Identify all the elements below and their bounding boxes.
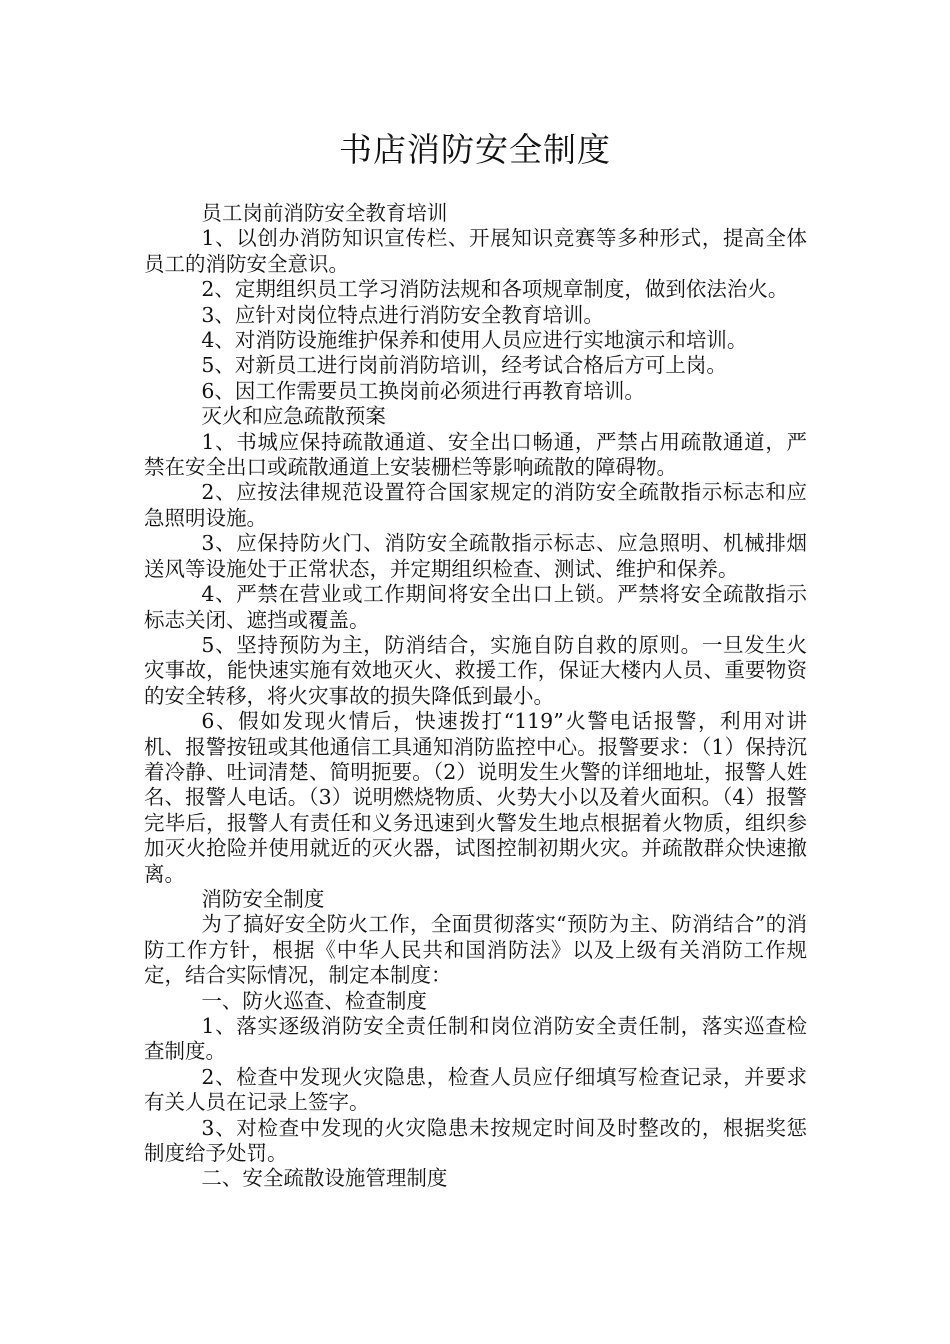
subsection-heading-inspection: 一、防火巡查、检查制度 bbox=[201, 988, 427, 1013]
paragraph: 6、因工作需要员工换岗前必须进行再教育培训。 bbox=[201, 378, 645, 403]
paragraph: 2、应按法律规范设置符合国家规定的消防安全疏散指示标志和应急照明设施。 bbox=[144, 480, 807, 530]
paragraph: 1、书城应保持疏散通道、安全出口畅通，严禁占用疏散通道，严禁在安全出口或疏散通道上安装栅栏等影响疏散的障碍物。 bbox=[144, 429, 807, 480]
paragraph: 5、坚持预防为主，防消结合，实施自防自救的原则。一旦发生火灾事故，能快速实施有效地灭火、救援工作，保证大楼内人员、重要物资的安全转移，将火灾事故的损失降低到最小。 bbox=[144, 632, 807, 708]
section-heading-staff-training: 员工岗前消防安全教育培训 bbox=[201, 201, 448, 225]
section-heading-evacuation-plan: 灭火和应急疏散预案 bbox=[201, 404, 386, 429]
paragraph: 4、对消防设施维护保养和使用人员应进行实地演示和培训。 bbox=[201, 328, 748, 353]
paragraph: 为了搞好安全防火工作，全面贯彻落实“预防为主、防消结合”的消防工作方针，根据《中华人民共和国消防法》以及上级有关消防工作规定，结合实际情况，制定本制度： bbox=[144, 912, 807, 988]
paragraph: 2、检查中发现火灾隐患，检查人员应仔细填写检查记录，并要求有关人员在记录上签字。 bbox=[144, 1064, 807, 1115]
paragraph: 2、定期组织员工学习消防法规和各项规章制度，做到依法治火。 bbox=[201, 277, 789, 302]
subsection-heading-evacuation-facilities: 二、安全疏散设施管理制度 bbox=[201, 1166, 448, 1191]
paragraph: 3、应保持防火门、消防安全疏散指示标志、应急照明、机械排烟送风等设施处于正常状态，并定期组织检查、测试、维护和保养。 bbox=[144, 531, 807, 581]
paragraph: 3、应针对岗位特点进行消防安全教育培训。 bbox=[201, 302, 604, 327]
paragraph: 1、以创办消防知识宣传栏、开展知识竞赛等多种形式，提高全体员工的消防安全意识。 bbox=[144, 226, 807, 276]
document-title: 书店消防安全制度 bbox=[339, 130, 611, 169]
paragraph: 6、假如发现火情后，快速拨打“119”火警电话报警，利用对讲机、报警按钮或其他通信工具通知消防监控中心。报警要求：（1）保持沉着冷静、吐词清楚、简明扼要。（2）说明发生火警的详细地址，报警人姓名、报警人电话。（3）说明燃烧物质、火势大小以及着火面积。（4）报警完毕后，报警人有责任和义务迅速到火警发生地点根据着火物质，组织参加灭火抢险并使用就近的灭火器，试图控制初期火灾。并疏散群众快速撤离。 bbox=[144, 709, 807, 886]
paragraph: 5、对新员工进行岗前消防培训，经考试合格后方可上岗。 bbox=[201, 353, 727, 378]
document-body bbox=[144, 201, 807, 1192]
paragraph: 3、对检查中发现的火灾隐患未按规定时间及时整改的，根据奖惩制度给予处罚。 bbox=[144, 1115, 807, 1166]
paragraph: 1、落实逐级消防安全责任制和岗位消防安全责任制，落实巡查检查制度。 bbox=[144, 1014, 807, 1064]
paragraph: 4、严禁在营业或工作期间将安全出口上锁。严禁将安全疏散指示标志关闭、遮挡或覆盖。 bbox=[144, 582, 807, 632]
section-heading-fire-safety-rules: 消防安全制度 bbox=[201, 886, 325, 911]
